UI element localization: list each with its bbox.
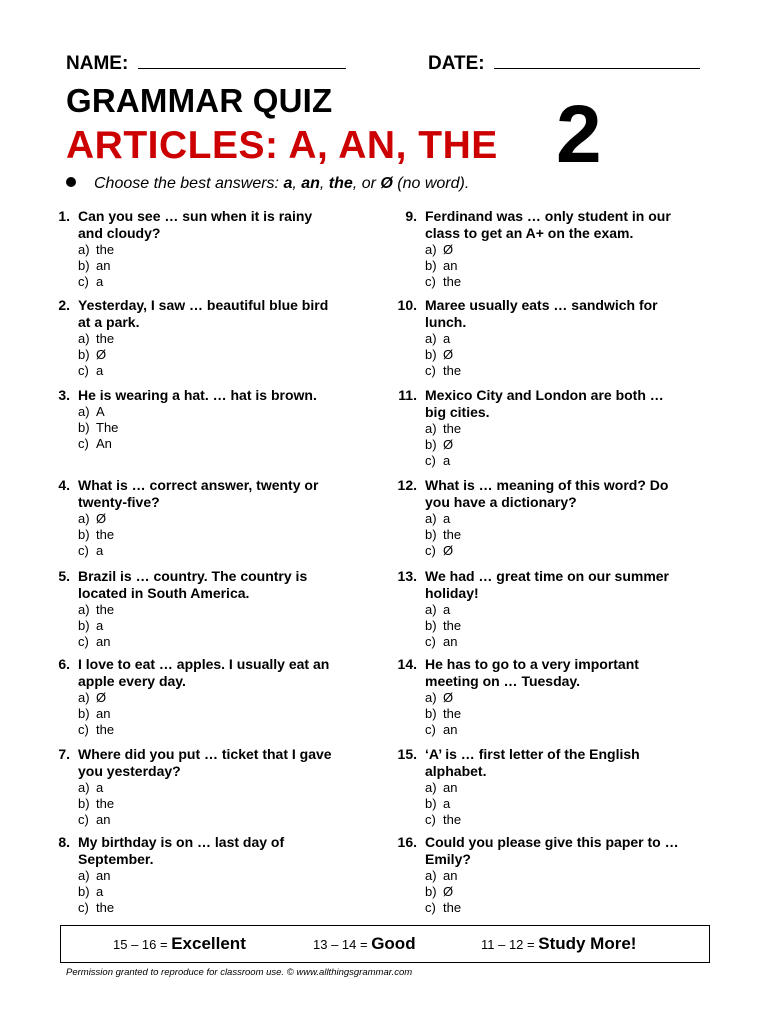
answer-option[interactable] xyxy=(425,363,685,379)
answer-option[interactable] xyxy=(425,437,685,453)
question-stem xyxy=(38,834,338,868)
option-letter: b) xyxy=(425,527,437,542)
option-text: Ø xyxy=(96,690,107,705)
question-text: He has to go to a very important meeting on … Tuesday. xyxy=(425,656,639,689)
answer-option[interactable] xyxy=(78,722,338,738)
option-letter: c) xyxy=(78,634,89,649)
option-text: the xyxy=(96,331,115,346)
option-text: the xyxy=(96,796,115,811)
answer-option[interactable] xyxy=(425,690,685,706)
question-stem xyxy=(385,387,685,421)
answer-option[interactable] xyxy=(78,543,338,559)
option-letter: b) xyxy=(425,437,437,452)
question-stem xyxy=(38,746,338,780)
option-letter: a) xyxy=(78,331,90,346)
question-number: 10. xyxy=(397,297,417,313)
option-letter: b) xyxy=(78,796,90,811)
answer-option[interactable] xyxy=(78,258,338,274)
answer-option[interactable] xyxy=(78,884,338,900)
option-letter: b) xyxy=(78,420,90,435)
option-text: an xyxy=(96,812,111,827)
option-letter: b) xyxy=(78,884,90,899)
bullet-icon xyxy=(66,177,76,187)
option-letter: c) xyxy=(425,543,436,558)
question-item xyxy=(38,387,338,452)
option-letter: b) xyxy=(78,706,90,721)
answer-option[interactable] xyxy=(425,543,685,559)
answer-option[interactable] xyxy=(78,527,338,543)
question-item xyxy=(38,208,338,290)
score-box xyxy=(60,925,710,963)
option-text: an xyxy=(96,258,111,273)
question-number: 9. xyxy=(405,208,417,224)
question-item xyxy=(38,568,338,650)
score-range: 11 – 12 = xyxy=(481,937,539,952)
answer-options xyxy=(38,331,338,379)
answer-option[interactable] xyxy=(78,900,338,916)
question-number: 7. xyxy=(58,746,70,762)
answer-options xyxy=(385,690,685,738)
instruction-sep: , xyxy=(292,175,302,192)
instruction-opt-the: the xyxy=(328,175,353,192)
question-text: Where did you put … ticket that I gave you yesterday? xyxy=(78,746,332,779)
question-number: 15. xyxy=(397,746,417,762)
option-letter: c) xyxy=(425,453,436,468)
answer-options xyxy=(38,511,338,559)
answer-options xyxy=(38,602,338,650)
option-text: the xyxy=(443,274,462,289)
answer-options xyxy=(38,868,338,916)
answer-option[interactable] xyxy=(425,421,685,437)
question-text: Maree usually eats … sandwich for lunch. xyxy=(425,297,658,330)
instruction-opt-none: Ø xyxy=(380,175,393,192)
question-stem xyxy=(385,477,685,511)
option-text: a xyxy=(96,363,104,378)
answer-options xyxy=(38,780,338,828)
answer-options xyxy=(385,868,685,916)
answer-options xyxy=(385,331,685,379)
option-letter: c) xyxy=(425,722,436,737)
option-text: a xyxy=(96,884,104,899)
question-number: 2. xyxy=(58,297,70,313)
option-letter: b) xyxy=(425,258,437,273)
option-text: a xyxy=(443,602,451,617)
answer-option[interactable] xyxy=(78,812,338,828)
question-text: Could you please give this paper to … Emily? xyxy=(425,834,679,867)
question-number: 14. xyxy=(397,656,417,672)
question-item xyxy=(38,656,338,738)
name-label: NAME: xyxy=(66,53,129,74)
option-letter: a) xyxy=(78,511,90,526)
quiz-number: 2 xyxy=(556,89,602,180)
answer-option[interactable] xyxy=(78,274,338,290)
question-number: 1. xyxy=(58,208,70,224)
score-good xyxy=(313,934,416,954)
option-letter: a) xyxy=(78,690,90,705)
option-text: The xyxy=(96,420,119,435)
option-letter: a) xyxy=(425,690,437,705)
option-text: the xyxy=(443,421,462,436)
question-item xyxy=(38,746,338,828)
question-text: Brazil is … country. The country is located in South America. xyxy=(78,568,308,601)
option-text: Ø xyxy=(443,543,454,558)
option-letter: c) xyxy=(78,900,89,915)
question-item xyxy=(385,746,685,828)
instruction xyxy=(66,175,469,193)
question-text: ‘A’ is … first letter of the English alphabet. xyxy=(425,746,640,779)
option-text: an xyxy=(96,634,111,649)
question-text: What is … correct answer, twenty or twenty-five? xyxy=(78,477,319,510)
answer-options xyxy=(385,602,685,650)
option-text: a xyxy=(96,543,104,558)
option-letter: a) xyxy=(425,511,437,526)
answer-option[interactable] xyxy=(78,347,338,363)
option-text: Ø xyxy=(96,511,107,526)
option-letter: c) xyxy=(78,274,89,289)
option-letter: c) xyxy=(78,812,89,827)
question-text: Ferdinand was … only student in our class to get an A+ on the exam. xyxy=(425,208,671,241)
question-item xyxy=(385,568,685,650)
question-item xyxy=(385,387,685,469)
answer-options xyxy=(38,690,338,738)
question-stem xyxy=(38,297,338,331)
option-letter: b) xyxy=(425,618,437,633)
option-text: Ø xyxy=(96,347,107,362)
question-item xyxy=(385,834,685,916)
option-letter: c) xyxy=(425,274,436,289)
answer-option[interactable] xyxy=(78,796,338,812)
option-letter: c) xyxy=(78,363,89,378)
question-number: 6. xyxy=(58,656,70,672)
option-letter: b) xyxy=(425,796,437,811)
answer-option[interactable] xyxy=(78,511,338,527)
answer-option[interactable] xyxy=(425,796,685,812)
question-stem xyxy=(38,656,338,690)
question-stem xyxy=(385,746,685,780)
question-number: 8. xyxy=(58,834,70,850)
instruction-suffix: (no word). xyxy=(392,175,470,192)
question-stem xyxy=(38,208,338,242)
question-text: Can you see … sun when it is rainy and cloudy? xyxy=(78,208,313,241)
question-stem xyxy=(38,387,338,404)
answer-option[interactable] xyxy=(78,780,338,796)
answer-option[interactable] xyxy=(78,242,338,258)
question-number: 4. xyxy=(58,477,70,493)
option-text: a xyxy=(96,780,104,795)
option-letter: a) xyxy=(78,242,90,257)
question-item xyxy=(385,656,685,738)
option-letter: c) xyxy=(78,722,89,737)
date-field xyxy=(428,52,700,75)
option-text: Ø xyxy=(443,437,454,452)
answer-option[interactable] xyxy=(425,274,685,290)
answer-option[interactable] xyxy=(78,331,338,347)
answer-option[interactable] xyxy=(425,618,685,634)
question-number: 5. xyxy=(58,568,70,584)
answer-option[interactable] xyxy=(425,511,685,527)
answer-option[interactable] xyxy=(78,618,338,634)
question-text: My birthday is on … last day of September. xyxy=(78,834,285,867)
footer-permission: Permission granted to reproduce for classroom use. © www.allthingsgrammar.com xyxy=(66,967,413,978)
answer-option[interactable] xyxy=(78,363,338,379)
option-text: the xyxy=(443,900,462,915)
option-text: an xyxy=(443,258,458,273)
option-letter: c) xyxy=(425,812,436,827)
option-text: the xyxy=(443,706,462,721)
question-item xyxy=(38,297,338,379)
answer-options xyxy=(385,242,685,290)
option-text: a xyxy=(96,274,104,289)
answer-option[interactable] xyxy=(425,812,685,828)
name-field xyxy=(66,52,346,75)
option-letter: a) xyxy=(78,868,90,883)
option-text: Ø xyxy=(443,347,454,362)
option-text: the xyxy=(443,812,462,827)
option-letter: a) xyxy=(425,868,437,883)
option-letter: a) xyxy=(78,602,90,617)
question-number: 16. xyxy=(397,834,417,850)
option-letter: b) xyxy=(425,884,437,899)
instruction-opt-an: an xyxy=(301,175,320,192)
option-text: the xyxy=(96,242,115,257)
answer-options xyxy=(385,421,685,469)
page-subtitle: ARTICLES: A, AN, THE xyxy=(66,124,498,167)
score-range: 15 – 16 = xyxy=(113,937,172,952)
answer-option[interactable] xyxy=(425,706,685,722)
score-study-more xyxy=(481,934,636,954)
score-range: 13 – 14 = xyxy=(313,937,372,952)
option-letter: c) xyxy=(425,900,436,915)
option-text: a xyxy=(443,453,451,468)
answer-options xyxy=(38,242,338,290)
answer-option[interactable] xyxy=(425,347,685,363)
question-stem xyxy=(385,297,685,331)
option-letter: c) xyxy=(78,543,89,558)
question-number: 12. xyxy=(397,477,417,493)
option-text: the xyxy=(96,722,115,737)
answer-option[interactable] xyxy=(425,900,685,916)
option-text: the xyxy=(96,900,115,915)
option-letter: a) xyxy=(78,404,90,419)
question-text: I love to eat … apples. I usually eat an apple every day. xyxy=(78,656,330,689)
answer-option[interactable] xyxy=(425,780,685,796)
score-label: Study More! xyxy=(538,934,637,953)
question-item xyxy=(38,477,338,559)
question-text: He is wearing a hat. … hat is brown. xyxy=(78,387,317,403)
score-label: Good xyxy=(371,934,416,953)
answer-option[interactable] xyxy=(78,602,338,618)
answer-option[interactable] xyxy=(78,404,338,420)
option-text: an xyxy=(443,780,458,795)
option-letter: c) xyxy=(425,634,436,649)
option-text: the xyxy=(443,363,462,378)
option-text: the xyxy=(96,527,115,542)
option-letter: b) xyxy=(78,618,90,633)
question-text: Yesterday, I saw … beautiful blue bird at a park. xyxy=(78,297,329,330)
option-letter: a) xyxy=(425,602,437,617)
option-text: the xyxy=(443,618,462,633)
option-text: an xyxy=(443,722,458,737)
answer-option[interactable] xyxy=(425,527,685,543)
option-letter: a) xyxy=(425,331,437,346)
date-blank-line[interactable] xyxy=(494,52,700,69)
score-excellent xyxy=(113,934,246,954)
option-text: Ø xyxy=(443,884,454,899)
answer-options xyxy=(38,404,338,452)
question-number: 13. xyxy=(397,568,417,584)
question-stem xyxy=(38,568,338,602)
question-text: We had … great time on our summer holiday! xyxy=(425,568,670,601)
question-item xyxy=(38,834,338,916)
score-label: Excellent xyxy=(171,934,246,953)
question-item xyxy=(385,297,685,379)
answer-options xyxy=(385,511,685,559)
answer-option[interactable] xyxy=(425,242,685,258)
answer-option[interactable] xyxy=(425,884,685,900)
option-text: A xyxy=(96,404,105,419)
option-text: a xyxy=(443,331,451,346)
question-number: 11. xyxy=(398,387,417,403)
page-title: GRAMMAR QUIZ xyxy=(66,82,333,119)
option-letter: a) xyxy=(425,780,437,795)
option-letter: b) xyxy=(78,258,90,273)
option-letter: c) xyxy=(78,436,89,451)
option-text: Ø xyxy=(443,242,454,257)
question-stem xyxy=(385,656,685,690)
date-label: DATE: xyxy=(428,53,485,74)
option-letter: c) xyxy=(425,363,436,378)
option-letter: b) xyxy=(78,527,90,542)
option-text: Ø xyxy=(443,690,454,705)
answer-option[interactable] xyxy=(78,634,338,650)
answer-option[interactable] xyxy=(78,436,338,452)
question-text: What is … meaning of this word? Do you have a dictionary? xyxy=(425,477,669,510)
option-letter: a) xyxy=(78,780,90,795)
option-letter: a) xyxy=(425,242,437,257)
answer-option[interactable] xyxy=(78,690,338,706)
option-text: an xyxy=(443,634,458,649)
answer-options xyxy=(385,780,685,828)
option-letter: b) xyxy=(78,347,90,362)
option-letter: b) xyxy=(425,706,437,721)
option-text: An xyxy=(96,436,112,451)
question-stem xyxy=(38,477,338,511)
answer-option[interactable] xyxy=(78,706,338,722)
option-text: the xyxy=(96,602,115,617)
question-stem xyxy=(385,834,685,868)
answer-option[interactable] xyxy=(78,420,338,436)
instruction-sep: , xyxy=(319,175,329,192)
option-text: an xyxy=(96,868,111,883)
answer-option[interactable] xyxy=(78,868,338,884)
answer-option[interactable] xyxy=(425,258,685,274)
option-text: a xyxy=(96,618,104,633)
answer-option[interactable] xyxy=(425,453,685,469)
answer-option[interactable] xyxy=(425,722,685,738)
question-stem xyxy=(385,208,685,242)
answer-option[interactable] xyxy=(425,634,685,650)
option-text: the xyxy=(443,527,462,542)
option-letter: a) xyxy=(425,421,437,436)
option-text: a xyxy=(443,511,451,526)
option-letter: b) xyxy=(425,347,437,362)
instruction-sep: , or xyxy=(352,175,381,192)
instruction-prefix: Choose the best answers: xyxy=(94,175,284,192)
question-item xyxy=(385,208,685,290)
option-text: a xyxy=(443,796,451,811)
option-text: an xyxy=(443,868,458,883)
instruction-opt-a: a xyxy=(283,175,293,192)
name-blank-line[interactable] xyxy=(138,52,346,69)
answer-option[interactable] xyxy=(425,331,685,347)
option-text: an xyxy=(96,706,111,721)
question-stem xyxy=(385,568,685,602)
question-item xyxy=(385,477,685,559)
question-text: Mexico City and London are both … big cities. xyxy=(425,387,664,420)
answer-option[interactable] xyxy=(425,868,685,884)
question-number: 3. xyxy=(58,387,70,403)
answer-option[interactable] xyxy=(425,602,685,618)
